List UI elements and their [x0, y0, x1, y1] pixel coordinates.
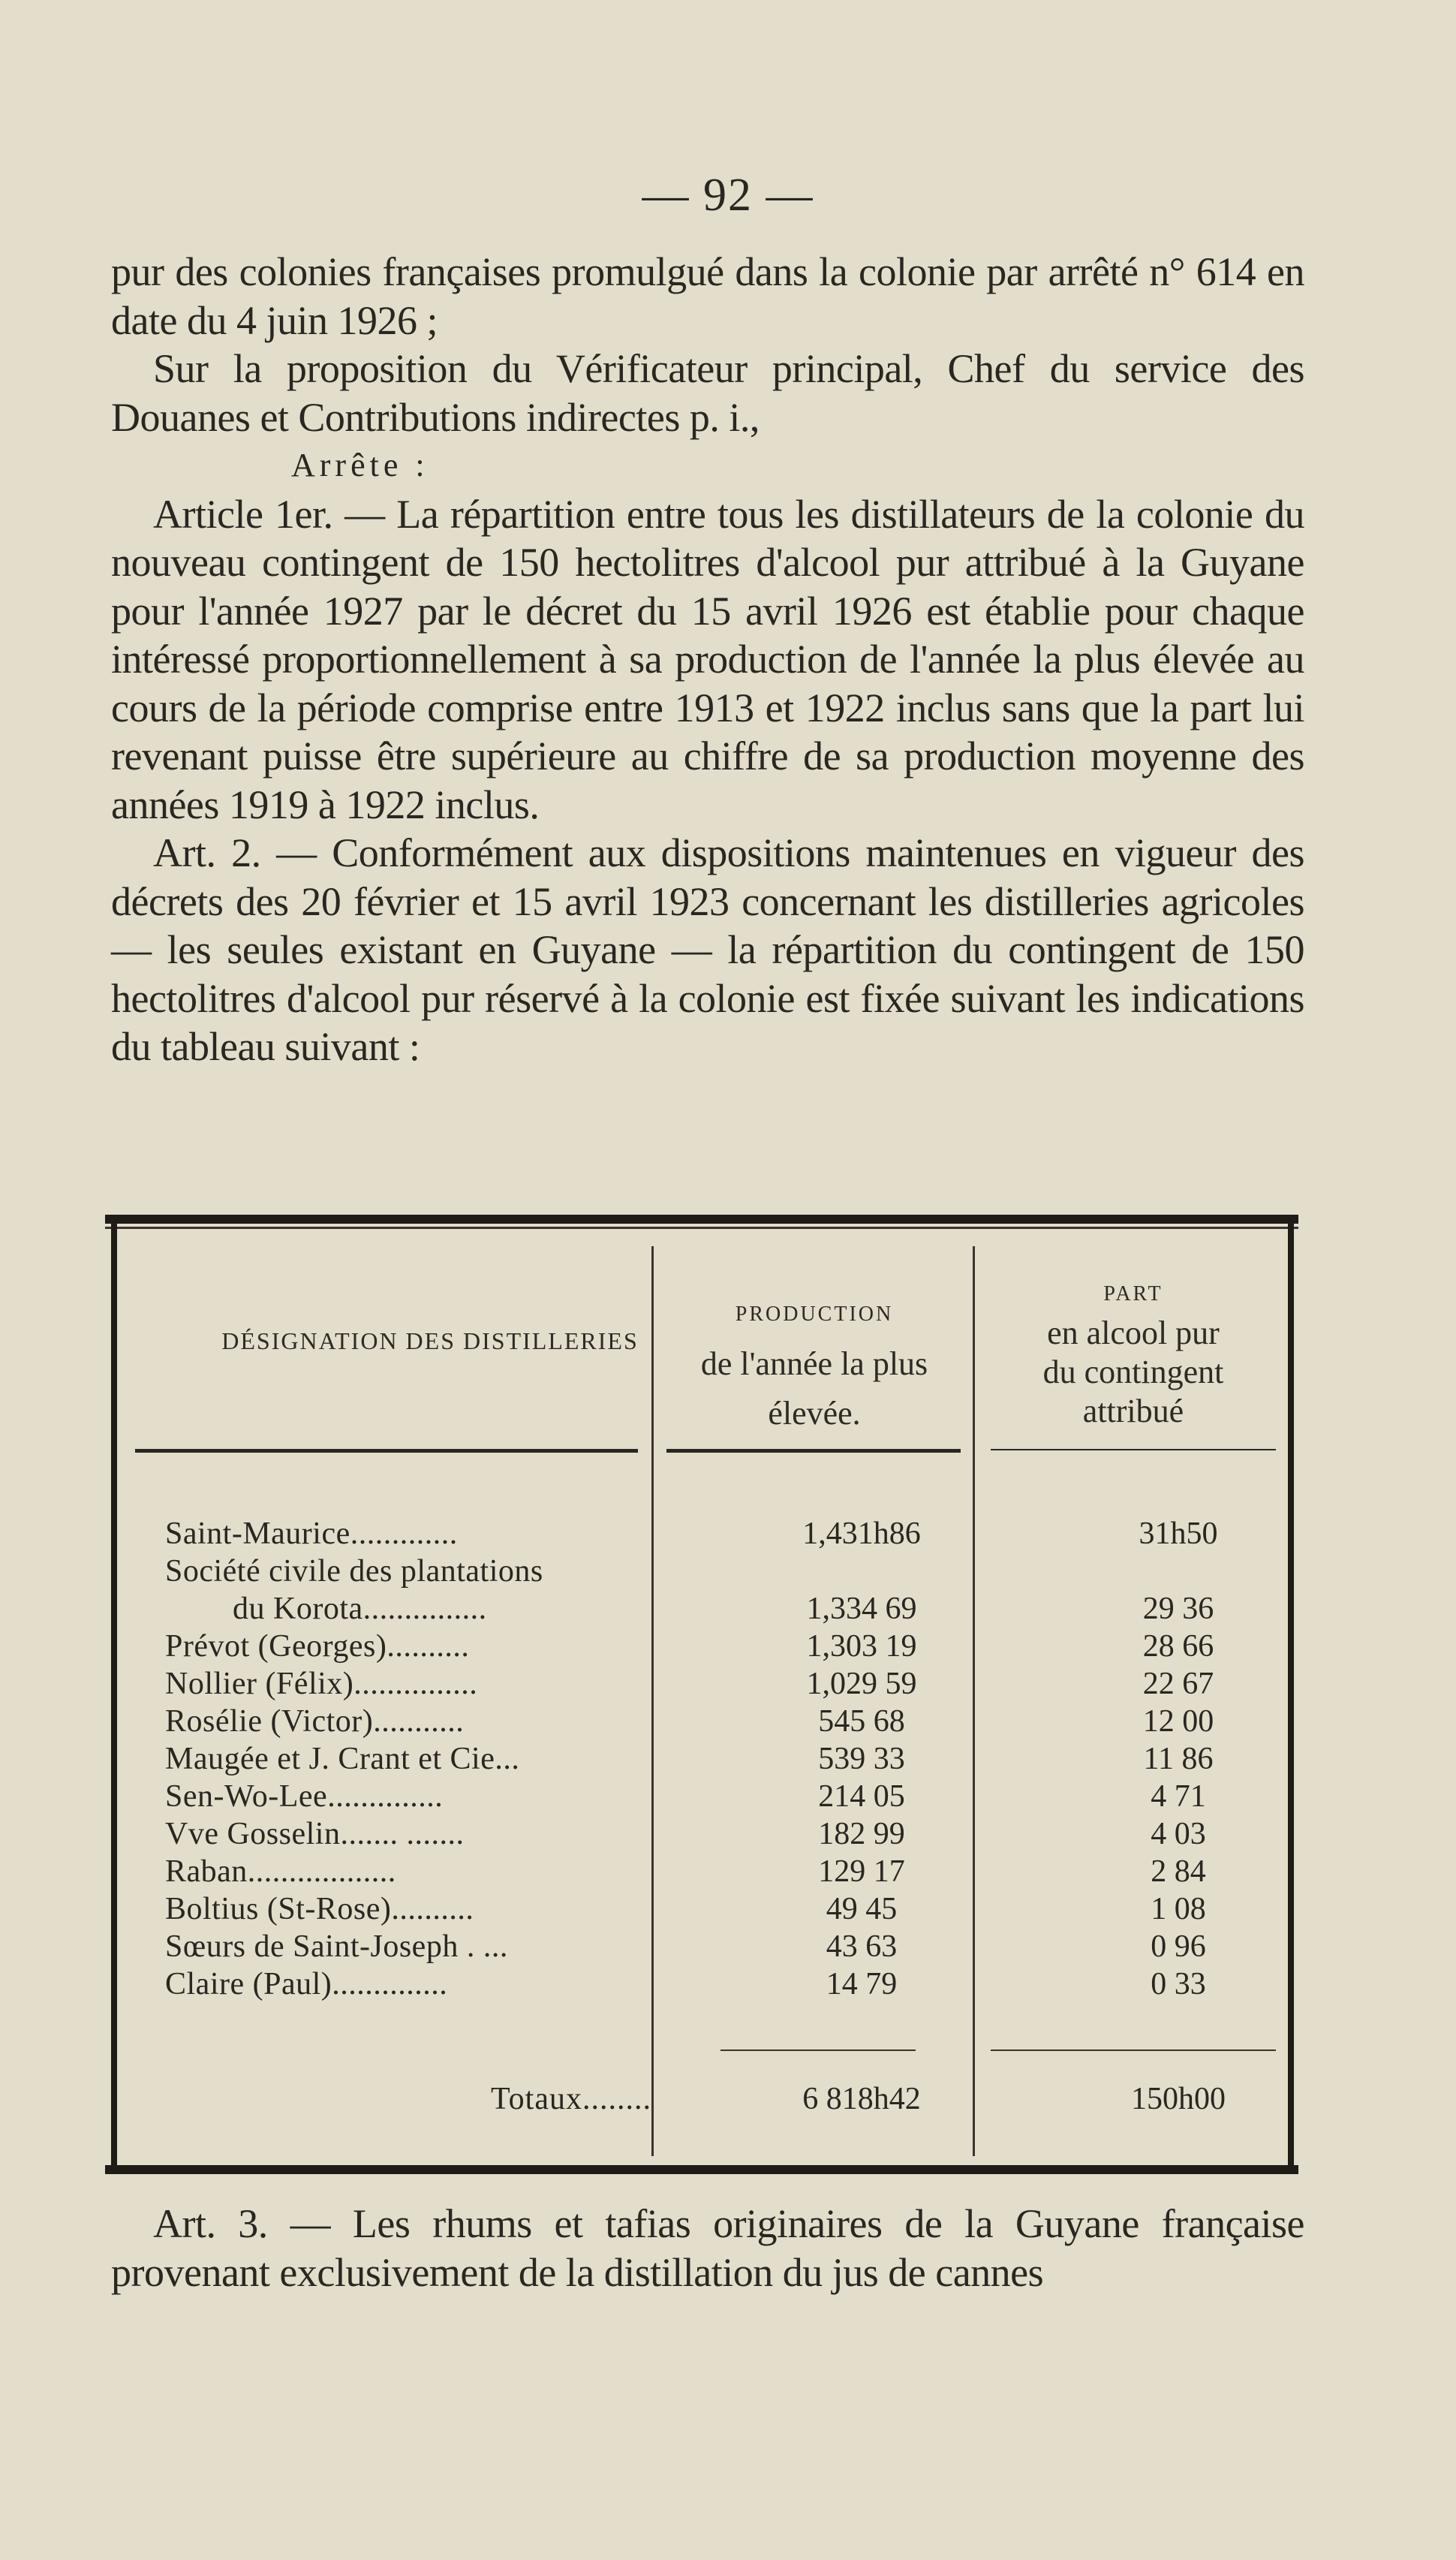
paragraph-article-1: Article 1er. — La répartition entre tous les distillateurs de la colonie du nouveau contingent de 150 hectolitres d'alcool pur attribué à la Guyane pour l'année 1927 par le décret du 15 avril 1926 est établie pour chaque intéressé proportionnellement à sa production de l'année la plus élevée au cours de la période comprise entre 1913 et 1922 inclus sans que la part lui revenant puisse être supérieure au chiffre de sa production moyenne des années 1919 à 1922 inclus. [111, 491, 1304, 827]
row-production: 43 63 [826, 1929, 898, 1964]
header-part-line4: attribué [1082, 1393, 1184, 1429]
row-production: 182 99 [818, 1817, 905, 1851]
header-production-line3: élevée. [768, 1395, 861, 1432]
table-row [165, 1628, 1276, 1665]
row-part: 28 66 [1142, 1629, 1214, 1664]
row-production: 214 05 [818, 1779, 905, 1814]
table-body [165, 1515, 1276, 2003]
row-part: 0 96 [1151, 1929, 1206, 1964]
header-rule-part [991, 1449, 1276, 1450]
row-part: 11 86 [1143, 1742, 1214, 1776]
row-production: 1,303 19 [806, 1629, 917, 1664]
row-designation: Rosélie (Victor)........... [165, 1704, 465, 1739]
table-bottom-border [105, 2165, 1298, 2174]
table-row [165, 1515, 1276, 1553]
row-production: 1,334 69 [806, 1592, 917, 1626]
distilleries-table [105, 1215, 1298, 2176]
table-top-border [105, 1215, 1298, 1224]
row-designation: du Korota............... [233, 1592, 487, 1626]
row-designation: Maugée et J. Crant et Cie... [165, 1742, 520, 1776]
row-part: 12 00 [1142, 1704, 1214, 1739]
table-row [165, 1703, 1276, 1740]
row-designation: Sen-Wo-Lee.............. [165, 1779, 444, 1814]
row-designation: Nollier (Félix)............... [165, 1667, 478, 1701]
row-part: 31h50 [1139, 1516, 1218, 1551]
header-part [983, 1275, 1283, 1431]
sum-rule-production [720, 2050, 916, 2051]
row-production: 49 45 [826, 1892, 898, 1926]
paragraph-arrete: Arrête : [291, 447, 429, 483]
body-text-continued [111, 2200, 1304, 2296]
header-rule-designation [135, 1449, 638, 1453]
sum-rule-part [991, 2050, 1276, 2051]
body-text [111, 248, 1304, 1071]
header-production-line1: PRODUCTION [735, 1303, 894, 1326]
row-designation: Prévot (Georges).......... [165, 1629, 470, 1664]
header-production [660, 1290, 968, 1438]
row-production: 539 33 [818, 1742, 905, 1776]
row-designation: Saint-Maurice............. [165, 1516, 458, 1551]
row-designation: Société civile des plantations [165, 1554, 543, 1589]
paragraph-article-2: Art. 2. — Conformément aux dispositions maintenues en vigueur des décrets des 20 février et 15 avril 1923 concernant les distilleries agricoles — les seules existant en Guyane — la répartition du contingent de 150 hectolitres d'alcool pur réservé à la colonie est fixée suivant les indications du tableau suivant : [111, 830, 1304, 1069]
row-part: 4 03 [1151, 1817, 1206, 1851]
table-left-border [111, 1215, 117, 2174]
row-designation: Boltius (St-Rose).......... [165, 1892, 474, 1926]
row-production: 1,431h86 [802, 1516, 921, 1551]
row-production: 129 17 [818, 1854, 905, 1889]
table-row [165, 1665, 1276, 1703]
row-part: 4 71 [1151, 1779, 1206, 1814]
header-production-line2: de l'année la plus [700, 1345, 928, 1382]
totals-row [165, 2077, 1276, 2122]
row-production: 1,029 59 [806, 1667, 917, 1701]
header-part-line2: en alcool pur [1047, 1315, 1220, 1351]
table-row [165, 1928, 1276, 1965]
header-part-line1: PART [1103, 1282, 1163, 1306]
row-designation: Claire (Paul).............. [165, 1967, 448, 2001]
totals-part: 150h00 [1131, 2082, 1226, 2116]
table-row [165, 1890, 1276, 1928]
paragraph-proposition: Sur la proposition du Vérificateur principal, Chef du service des Douanes et Contributions indirectes p. i., [111, 346, 1304, 440]
row-part: 29 36 [1142, 1592, 1214, 1626]
row-part: 1 08 [1151, 1892, 1206, 1926]
table-row [165, 1965, 1276, 2003]
header-designation: DÉSIGNATION DES DISTILLERIES [221, 1327, 639, 1354]
table-row [165, 1853, 1276, 1890]
row-designation: Vve Gosselin....... ....... [165, 1817, 465, 1851]
row-production: 14 79 [826, 1967, 898, 2001]
totals-label: Totaux........ [490, 2082, 651, 2116]
row-part: 22 67 [1142, 1667, 1214, 1701]
page-number: — 92 — [642, 170, 814, 221]
header-part-line3: du contingent [1042, 1354, 1224, 1390]
table-top-rule [105, 1227, 1298, 1229]
paragraph-article-3: Art. 3. — Les rhums et tafias originaires de la Guyane française provenant exclusivement de la distillation du jus de cannes [111, 2201, 1304, 2295]
row-part: 0 33 [1151, 1967, 1206, 2001]
table-row [165, 1553, 1276, 1590]
paragraph-intro: pur des colonies françaises promulgué dans la colonie par arrêté n° 614 en date du 4 juin 1926 ; [111, 249, 1304, 343]
header-rule-production [666, 1449, 961, 1453]
table-row [165, 1740, 1276, 1778]
row-designation: Raban.................. [165, 1854, 396, 1889]
row-designation: Sœurs de Saint-Joseph . ... [165, 1929, 508, 1964]
totals-production: 6 818h42 [802, 2082, 921, 2116]
table-row [165, 1778, 1276, 1815]
table-row [165, 1590, 1276, 1628]
row-part: 2 84 [1151, 1854, 1206, 1889]
table-row [165, 1815, 1276, 1853]
row-production: 545 68 [818, 1704, 905, 1739]
